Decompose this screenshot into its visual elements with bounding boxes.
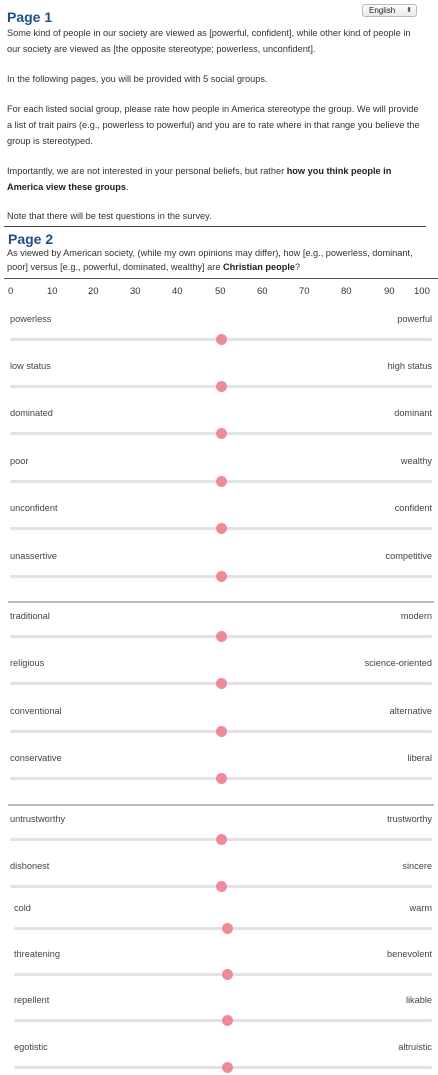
trait-right-label: powerful — [397, 314, 432, 324]
intro-paragraph-4-emphasis: how you think people in America view these groups — [7, 166, 392, 192]
trait-left-label: conservative — [10, 753, 62, 763]
scale-tick-50: 50 — [215, 286, 226, 297]
trait-left-label: unassertive — [10, 551, 57, 561]
slider-thumb[interactable] — [222, 1062, 233, 1073]
slider-thumb[interactable] — [222, 923, 233, 934]
intro-paragraph-2: In the following pages, you will be provided with 5 social groups. — [7, 74, 268, 84]
trait-left-label: dominated — [10, 408, 53, 418]
scale-tick-30: 30 — [130, 286, 141, 297]
page-title-2: Page 2 — [8, 231, 54, 247]
trait-right-label: benevolent — [387, 949, 432, 959]
slider-thumb[interactable] — [216, 476, 227, 487]
trait-right-label: warm — [409, 903, 432, 913]
slider-thumb[interactable] — [216, 523, 227, 534]
trait-left-label: conventional — [10, 706, 62, 716]
scale-tick-0: 0 — [8, 286, 14, 297]
trait-right-label: wealthy — [400, 456, 432, 466]
question-text — [7, 246, 427, 274]
trait-right-label: confident — [394, 503, 432, 513]
trait-right-label: modern — [400, 611, 432, 621]
slider-thumb[interactable] — [216, 678, 227, 689]
question-text-main: As viewed by American society, (while my own opinions may differ), how [e.g., powerless, dominant, poor] versus [e.g., powerful, dominated, wealthy] are — [7, 248, 413, 272]
scale-tick-60: 60 — [257, 286, 268, 297]
trait-right-label: altruistic — [398, 1042, 432, 1052]
page-title-1: Page 1 — [7, 9, 53, 25]
section-divider — [8, 601, 434, 603]
intro-paragraph-4-end: . — [125, 182, 129, 192]
slider-thumb[interactable] — [216, 428, 227, 439]
trait-right-label: science-oriented — [364, 658, 432, 668]
trait-left-label: dishonest — [10, 861, 50, 871]
scale-tick-90: 90 — [384, 286, 395, 297]
slider-thumb[interactable] — [216, 726, 227, 737]
slider-thumb[interactable] — [216, 773, 227, 784]
page-1-divider — [4, 226, 426, 227]
section-divider — [8, 804, 434, 806]
slider-thumb[interactable] — [216, 631, 227, 642]
slider-thumb[interactable] — [216, 571, 227, 582]
trait-left-label: untrustworthy — [10, 814, 66, 824]
trait-left-label: threatening — [14, 949, 60, 959]
trait-left-label: repellent — [14, 995, 50, 1005]
trait-left-label: religious — [10, 658, 45, 668]
trait-left-label: low status — [10, 361, 51, 371]
trait-right-label: high status — [387, 361, 432, 371]
intro-paragraph-5: Note that there will be test questions in the survey. — [7, 211, 212, 221]
trait-right-label: alternative — [389, 706, 432, 716]
trait-right-label: sincere — [402, 861, 432, 871]
question-divider — [4, 278, 438, 279]
intro-paragraph-4 — [7, 163, 425, 195]
intro-paragraph-4-text: Importantly, we are not interested in your personal beliefs, but rather — [7, 166, 287, 176]
scale-tick-10: 10 — [47, 286, 58, 297]
trait-right-label: liberal — [407, 753, 432, 763]
slider-thumb[interactable] — [216, 834, 227, 845]
trait-left-label: cold — [14, 903, 31, 913]
trait-right-label: dominant — [394, 408, 432, 418]
intro-paragraph-1: Some kind of people in our society are viewed as [powerful, confident], while other kind of people in our society are viewed as [the opposite stereotype; powerless, unconfident]. — [7, 28, 411, 54]
scale-tick-70: 70 — [299, 286, 310, 297]
slider-thumb[interactable] — [222, 969, 233, 980]
question-group-name: Christian people — [223, 262, 296, 272]
language-select-value: English — [369, 6, 396, 15]
scale-tick-20: 20 — [88, 286, 99, 297]
slider-thumb[interactable] — [216, 881, 227, 892]
trait-right-label: trustworthy — [387, 814, 432, 824]
select-arrows-icon: ⬍ — [406, 7, 412, 14]
trait-left-label: traditional — [10, 611, 50, 621]
slider-thumb[interactable] — [222, 1015, 233, 1026]
trait-right-label: competitive — [385, 551, 432, 561]
question-text-end: ? — [295, 262, 301, 272]
trait-left-label: powerless — [10, 314, 52, 324]
scale-tick-40: 40 — [172, 286, 183, 297]
language-select[interactable] — [362, 4, 417, 17]
slider-thumb[interactable] — [216, 334, 227, 345]
scale-tick-80: 80 — [341, 286, 352, 297]
trait-left-label: unconfident — [10, 503, 58, 513]
trait-right-label: likable — [405, 995, 432, 1005]
trait-left-label: egotistic — [14, 1042, 48, 1052]
scale-tick-100: 100 — [414, 286, 430, 297]
intro-paragraph-3: For each listed social group, please rate how people in America stereotype the group. We will provide a list of trait pairs (e.g., powerless to powerful) and you are to rate where in that range you believe the group is stereotyped. — [7, 104, 420, 146]
slider-thumb[interactable] — [216, 381, 227, 392]
trait-left-label: poor — [10, 456, 29, 466]
